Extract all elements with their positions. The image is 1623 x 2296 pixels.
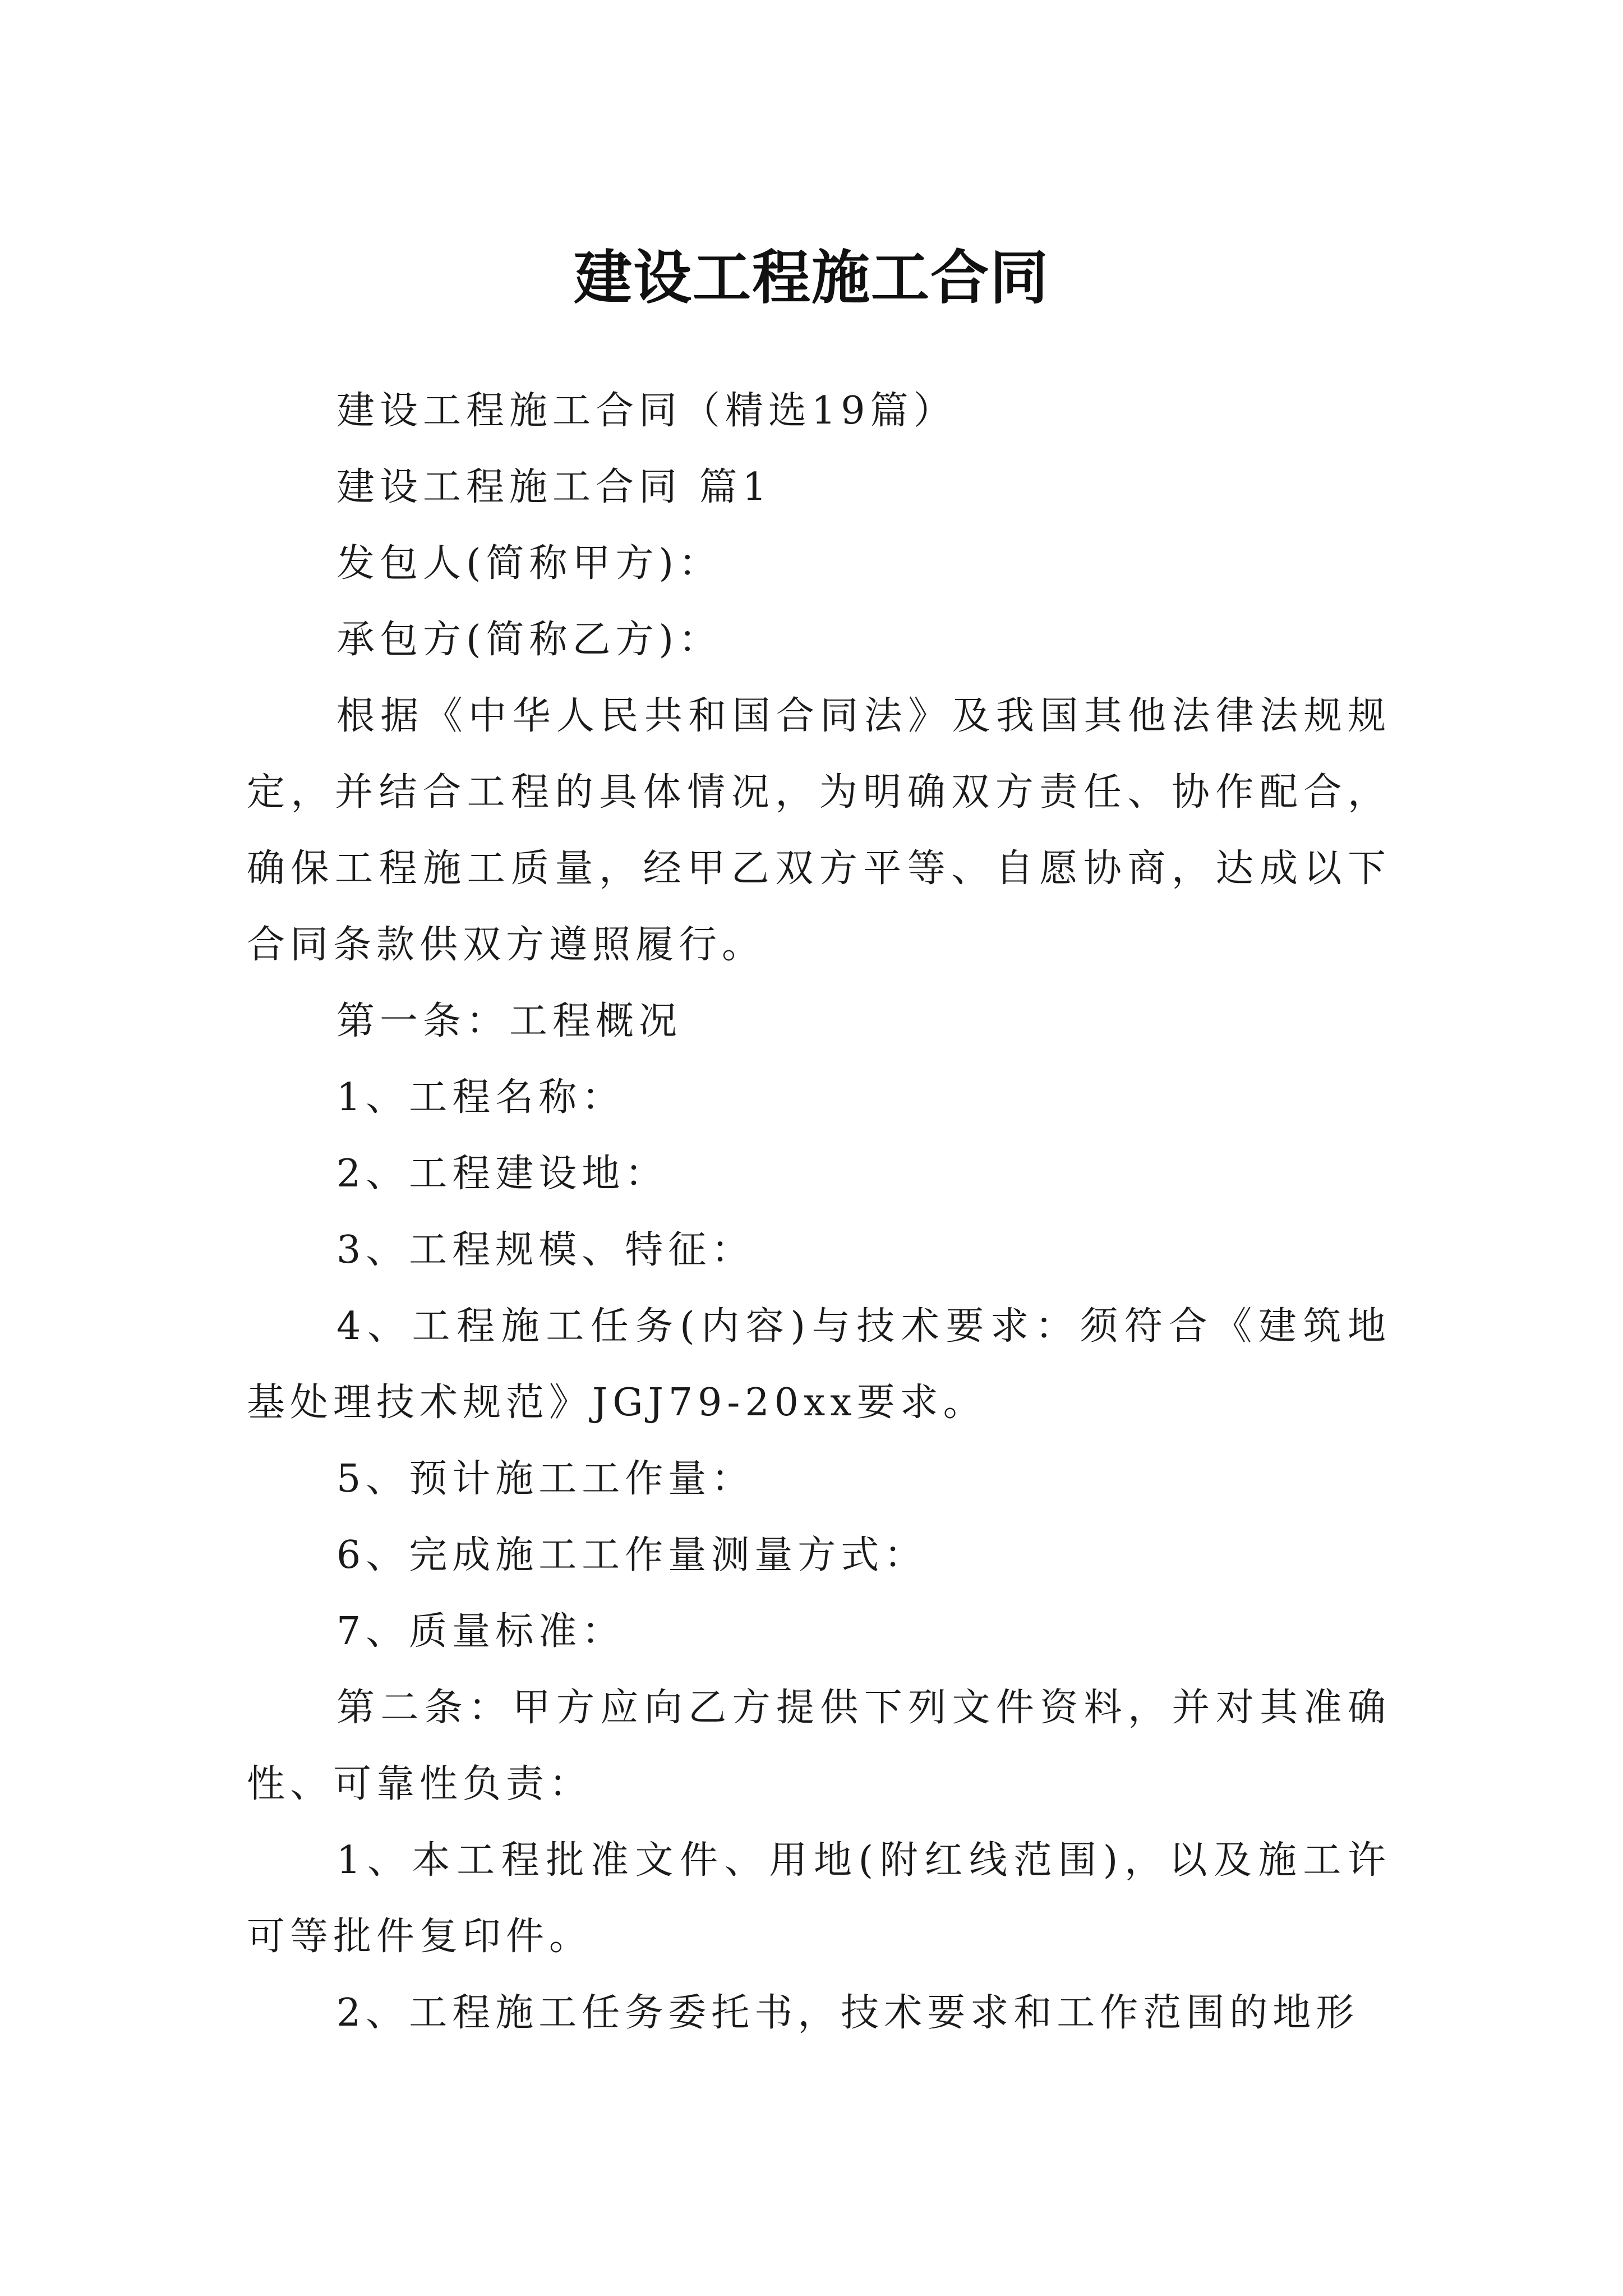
- paragraph-part-heading: 建设工程施工合同 篇1: [336, 465, 772, 509]
- paragraph-item-6: 6、完成施工工作量测量方式：: [336, 1533, 928, 1577]
- document-title: 建设工程施工合同: [573, 242, 1049, 312]
- paragraph-preamble: 根据《中华人民共和国合同法》及我国其他法律法规规定，并结合工程的具体情况，为明确双方责任、协作配合，确保工程施工质量，经甲乙双方平等、自愿协商，达成以下合同条款供双方遵照履行。: [247, 694, 1391, 967]
- paragraph-item-3: 3、工程规模、特征：: [336, 1228, 755, 1272]
- paragraph-item-7: 7、质量标准：: [336, 1609, 625, 1654]
- paragraph-subtitle: 建设工程施工合同（精选19篇）: [336, 389, 957, 433]
- document-body: [247, 373, 1391, 2051]
- paragraph-item-1: 1、工程名称：: [336, 1075, 625, 1120]
- paragraph-item-2: 2、工程建设地：: [336, 1152, 668, 1196]
- paragraph-article-2: 第二条：甲方应向乙方提供下列文件资料，并对其准确性、可靠性负责：: [247, 1686, 1391, 1806]
- paragraph-article-2-item-2: 2、工程施工任务委托书，技术要求和工作范围的地形: [336, 1991, 1359, 2035]
- paragraph-party-b: 承包方(简称乙方)：: [336, 618, 722, 662]
- paragraph-party-a: 发包人(简称甲方)：: [336, 541, 722, 586]
- paragraph-article-2-item-1: 1、本工程批准文件、用地(附红线范围)，以及施工许可等批件复印件。: [247, 1838, 1391, 1959]
- paragraph-item-5: 5、预计施工工作量：: [336, 1457, 755, 1501]
- paragraph-item-4: 4、工程施工任务(内容)与技术要求：须符合《建筑地基处理技术规范》JGJ79-20xx要求。: [247, 1304, 1391, 1425]
- paragraph-article-1: 第一条：工程概况: [336, 999, 683, 1043]
